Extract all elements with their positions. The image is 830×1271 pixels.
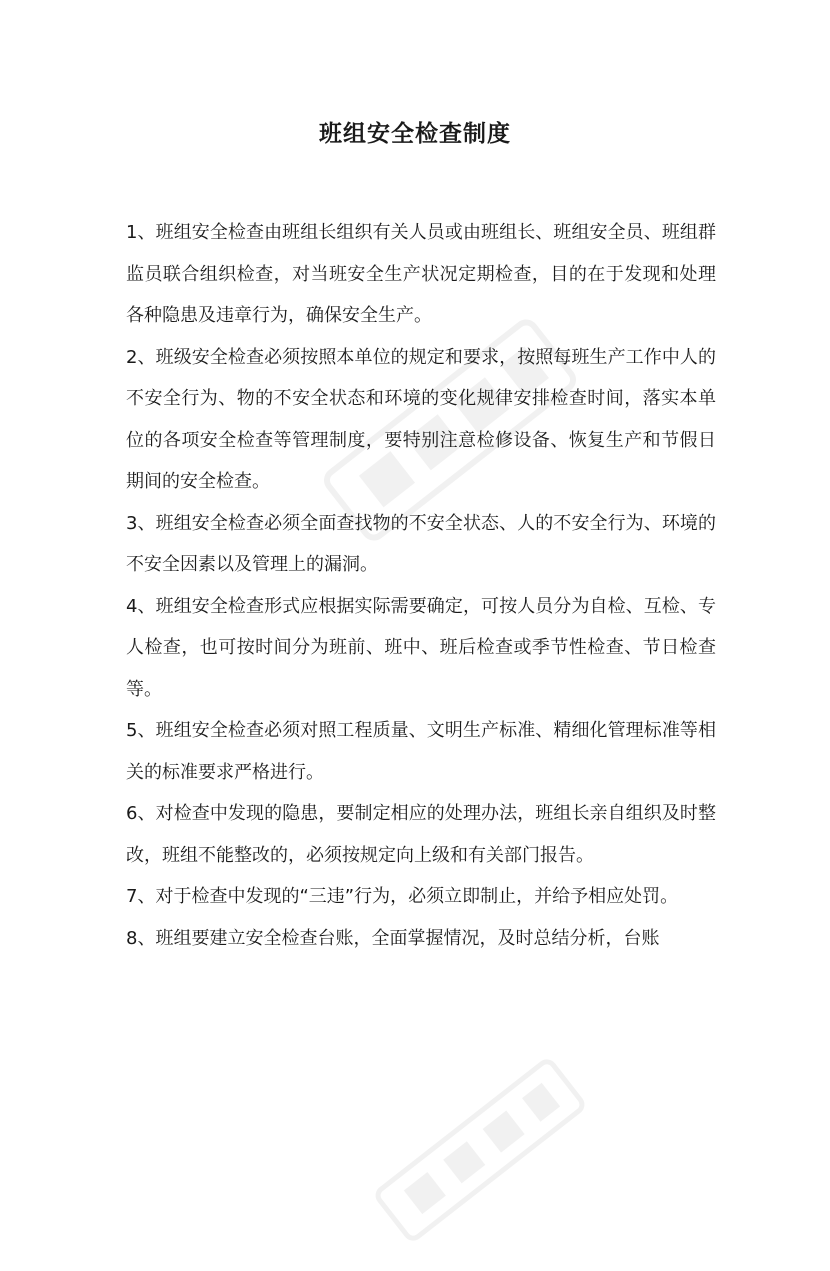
paragraph-3: 3、班组安全检查必须全面查找物的不安全状态、人的不安全行为、环境的不安全因素以及管理上的漏洞。: [126, 512, 716, 575]
paragraph-8: 8、班组要建立安全检查台账，全面掌握情况，及时总结分析，台账: [126, 927, 660, 949]
paragraph-5: 5、班组安全检查必须对照工程质量、文明生产标准、精细化管理标准等相关的标准要求严格进行。: [126, 720, 716, 783]
paragraph-1: 1、班组安全检查由班组长组织有关人员或由班组长、班组安全员、班组群监员联合组织检查，对当班安全生产状况定期检查，目的在于发现和处理各种隐患及违章行为，确保安全生产。: [126, 222, 716, 326]
page-title: 班组安全检查制度: [319, 121, 511, 147]
paragraph-7: 7、对于检查中发现的“三违”行为，必须立即制止，并给予相应处罚。: [126, 886, 679, 907]
paragraph-6: 6、对检查中发现的隐患，要制定相应的处理办法，班组长亲自组织及时整改，班组不能整改的，必须按规定向上级和有关部门报告。: [126, 803, 716, 866]
watermark-graphic-bottom: [348, 1029, 611, 1271]
paragraph-4: 4、班组安全检查形式应根据实际需要确定，可按人员分为自检、互检、专人检查，也可按时间分为班前、班中、班后检查或季节性检查、节日检查等。: [126, 595, 716, 700]
document-body: [126, 212, 716, 959]
paragraph-2: 2、班级安全检查必须按照本单位的规定和要求，按照每班生产工作中人的不安全行为、物的不安全状态和环境的变化规律安排检查时间，落实本单位的各项安全检查等管理制度，要特别注意检修设备、恢复生产和节假日期间的安全检查。: [126, 346, 716, 492]
